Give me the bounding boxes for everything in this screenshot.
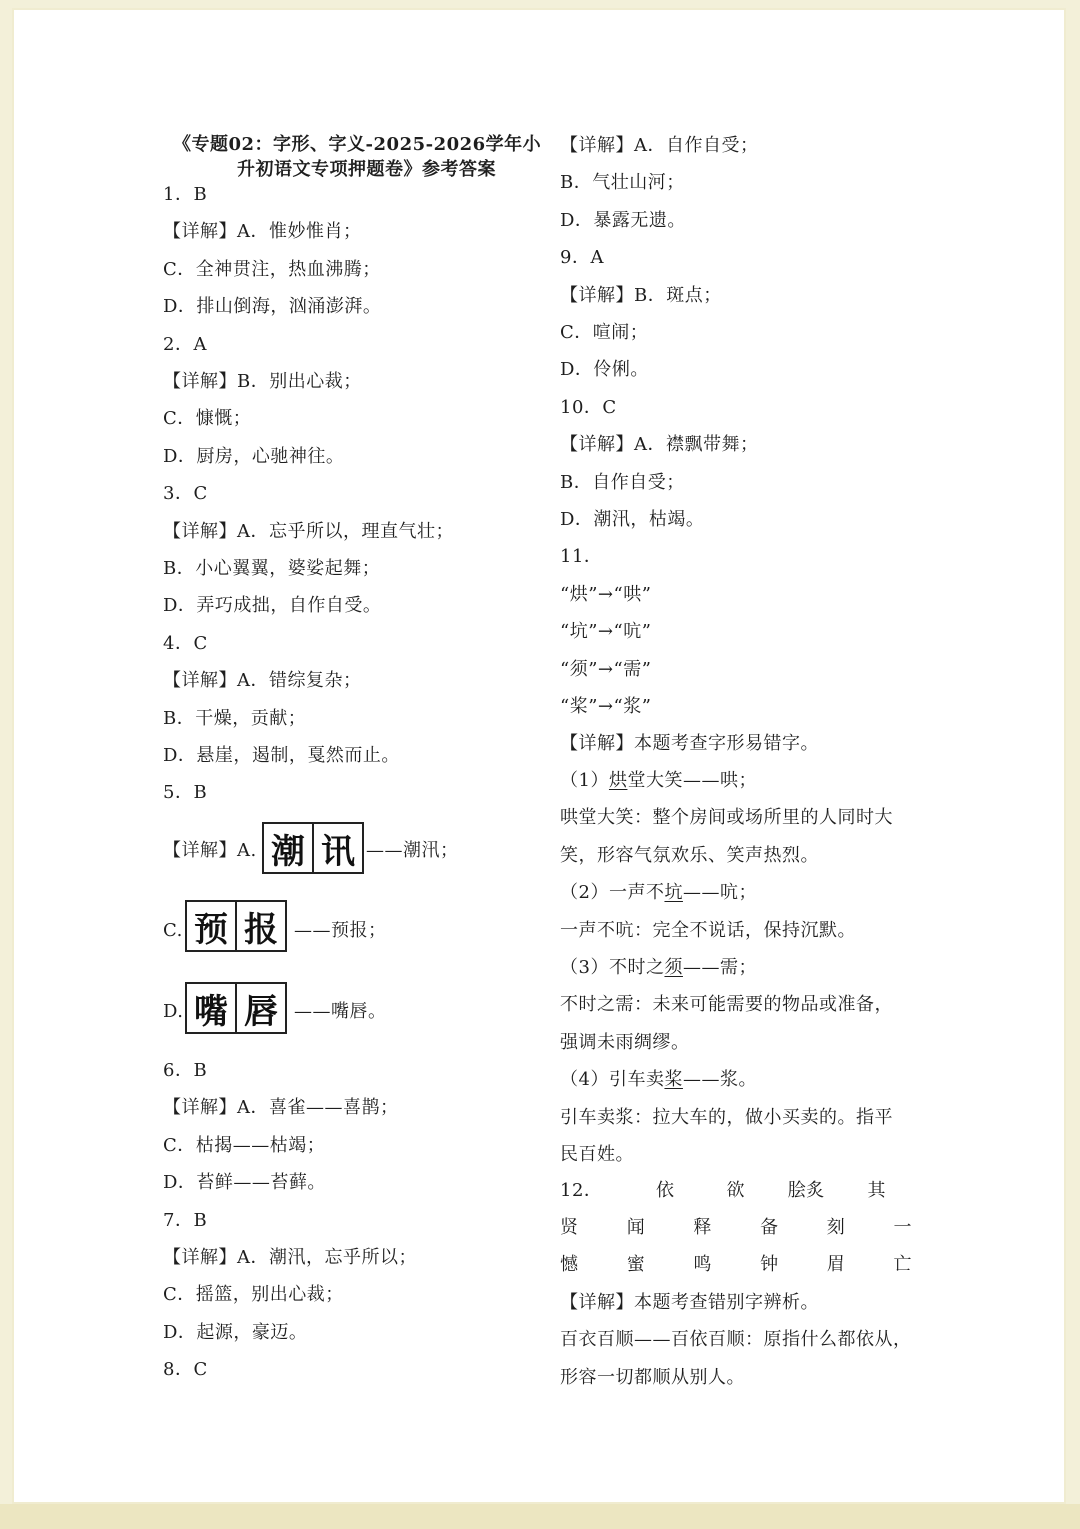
left-line: B．干燥，贡献； (163, 707, 307, 729)
right-line: 【详解】A．襟飘带舞； (560, 434, 759, 456)
right-line: D．暴露无遗。 (560, 209, 686, 231)
q5-d-char-1: 嘴 (194, 991, 228, 1032)
left-line: 【详解】A．错综复杂； (163, 670, 362, 692)
left2-line: 【详解】A．喜雀——喜鹊； (163, 1097, 399, 1119)
explain-line: 不时之需：未来可能需要的物品或准备， (560, 994, 893, 1016)
q12-char: 依 (656, 1180, 675, 1201)
left2-line: 8．C (163, 1359, 208, 1381)
left-line: C．慷慨； (163, 408, 252, 430)
left2-line: C．枯揭——枯竭； (163, 1134, 326, 1156)
q5-c-suffix: ——预报； (294, 920, 387, 941)
explain-line: 一声不吭：完全不说话，保持沉默。 (560, 919, 856, 941)
right-line: D．伶俐。 (560, 359, 649, 381)
explain-line (560, 1069, 757, 1091)
q12-char: 其 (867, 1180, 886, 1201)
text-part: （3）不时之 (560, 957, 665, 978)
q12-char: 蜜 (626, 1254, 646, 1275)
text-part: （1） (560, 770, 609, 791)
right-line: 【详解】A．自作自受； (560, 135, 759, 156)
q12-char: 脍炙 (787, 1180, 825, 1201)
text-part: ——需； (682, 957, 757, 978)
right-line: 11． (560, 546, 603, 568)
q5-d-char-box (185, 982, 287, 1034)
right-line: B．自作自受； (560, 471, 685, 493)
q12-char: 鸣 (693, 1254, 712, 1275)
q12-char: 亡 (893, 1254, 912, 1275)
text-part: ——吭； (682, 882, 757, 904)
q5-d-char-2: 唇 (235, 984, 285, 1032)
underlined-error-char: 坑 (664, 882, 683, 904)
text-part: ——浆。 (682, 1069, 757, 1091)
left-line: B．小心翼翼，婆娑起舞； (163, 558, 381, 579)
q12-char: 释 (693, 1217, 712, 1238)
left-line: 【详解】B．别出心裁； (163, 371, 362, 392)
right-line: 10．C (560, 396, 617, 418)
left2-line: 【详解】A．潮汛，忘乎所以； (163, 1247, 417, 1268)
explain-line (560, 957, 757, 979)
explain-line: 引车卖浆：拉大车的，做小买卖的。指平 (560, 1106, 893, 1128)
left-line: D．厨房，心驰神往。 (163, 445, 345, 467)
right-line: “须”→“需” (560, 658, 652, 680)
left-line: 4．C (163, 632, 208, 654)
explain-line: 民百姓。 (560, 1144, 634, 1165)
q5-c-prefix: C. (163, 920, 183, 941)
right-line: C．喧闹； (560, 322, 649, 343)
q12-char: 一 (893, 1217, 912, 1238)
q5-c-char-box (185, 900, 287, 952)
q5-a-char-2: 讯 (312, 824, 362, 872)
q5-d-suffix: ——嘴唇。 (294, 1001, 387, 1022)
explain-line (560, 770, 757, 792)
explain-line: 哄堂大笑：整个房间或场所里的人同时大 (560, 807, 893, 829)
q12-char: 备 (760, 1217, 779, 1238)
tail-line: 百衣百顺——百依百顺：原指什么都依从， (560, 1329, 912, 1351)
q12-row-2 (560, 1217, 912, 1239)
left-line: D．排山倒海，汹涌澎湃。 (163, 296, 382, 318)
left-line: 【详解】A．忘乎所以，理直气壮； (163, 520, 454, 542)
left-line: 5．B (163, 782, 208, 804)
left2-line: D．起源，豪迈。 (163, 1321, 308, 1343)
left-line: 3．C (163, 483, 208, 505)
page-bottom-edge (0, 1504, 1080, 1529)
left-line: 1．B (163, 184, 208, 205)
right-line: 【详解】B．斑点； (560, 284, 722, 306)
q5-a-char-1: 潮 (271, 831, 305, 872)
q5-d-prefix: D. (163, 1001, 184, 1022)
q5-a-prefix: 【详解】A. (163, 840, 257, 861)
left2-line: 7．B (163, 1209, 208, 1231)
left-line: C．全神贯注，热血沸腾； (163, 258, 381, 280)
text-part: （4）引车卖 (560, 1069, 665, 1091)
underlined-error-char: 烘 (608, 770, 628, 791)
left-line: 2．A (163, 333, 207, 355)
doc-title-line-2: 升初语文专项押题卷》参考答案 (237, 159, 496, 180)
right-line: D．潮汛，枯竭。 (560, 509, 705, 530)
q12-char: 欲 (726, 1180, 745, 1201)
left2-line: 6．B (163, 1060, 208, 1081)
left-line: D．悬崖，遏制，戛然而止。 (163, 745, 400, 766)
doc-title-line-1: 《专题02：字形、字义-2025-2026学年小 (173, 134, 542, 155)
right-line: B．气壮山河； (560, 172, 685, 194)
text-part: （2）一声不 (560, 882, 665, 904)
q5-a-char-box (262, 822, 364, 874)
q5-c-char-1: 预 (194, 909, 228, 950)
text-part: 堂大笑——哄； (627, 770, 757, 791)
q5-a-suffix: ——潮汛； (366, 840, 459, 861)
right-line: “坑”→“吭” (560, 621, 652, 643)
q12-number: 12． (560, 1180, 603, 1201)
right-line: 9．A (560, 247, 604, 269)
q12-row-3 (560, 1254, 912, 1276)
q12-char: 憾 (560, 1254, 579, 1275)
tail-line: 【详解】本题考查错别字辨析。 (560, 1292, 819, 1313)
explain-line: 强调未雨绸缪。 (560, 1031, 690, 1053)
q12-char: 刻 (826, 1217, 846, 1238)
q12-row-1 (560, 1180, 912, 1202)
underlined-error-char: 须 (664, 957, 683, 978)
q5-c-char-2: 报 (235, 902, 285, 950)
left2-line: C．摇篮，别出心裁； (163, 1284, 344, 1306)
explain-line (560, 882, 757, 904)
q12-char: 闻 (626, 1217, 646, 1238)
left-line: 【详解】A．惟妙惟肖； (163, 221, 362, 243)
right-line: “烘”→“哄” (560, 583, 652, 605)
tail-line: 形容一切都顺从别人。 (560, 1366, 745, 1388)
right-line: “桨”→“浆” (560, 696, 652, 717)
q12-char: 眉 (826, 1254, 846, 1275)
right-line: 【详解】本题考查字形易错字。 (560, 733, 819, 755)
left2-line: D．苔鲜——苔藓。 (163, 1172, 326, 1194)
explain-line: 笑，形容气氛欢乐、笑声热烈。 (560, 844, 819, 866)
q12-char: 钟 (760, 1254, 779, 1275)
q12-char: 贤 (560, 1217, 579, 1238)
underlined-error-char: 桨 (664, 1069, 683, 1091)
left-line: D．弄巧成拙，自作自受。 (163, 595, 382, 617)
